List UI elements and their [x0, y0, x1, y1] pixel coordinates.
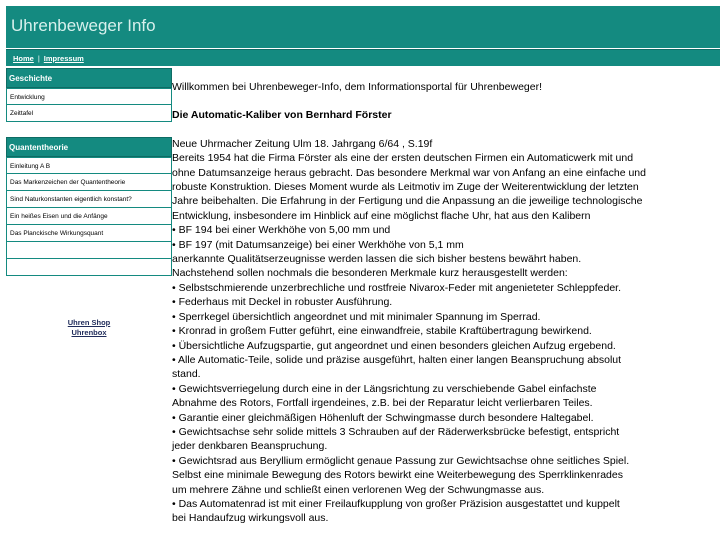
sidebar-section-geschichte: Geschichte: [6, 68, 172, 88]
article-body: [172, 137, 720, 526]
sidebar-empty-item: [6, 259, 172, 276]
article-line: Bereits 1954 hat die Firma Förster als eine der ersten deutschen Firmen ein Automaticwerk mit und: [172, 152, 634, 165]
article-line: Selbst eine minimale Bewegung des Rotors bewirkt eine Weiterbewegung des Sperrklinkenrades: [172, 469, 623, 482]
sidebar-item-heisses-eisen[interactable]: Ein heißes Eisen und die Anfänge: [6, 208, 172, 225]
article-line: • Gewichtsrad aus Beryllium ermöglicht genaue Passung zur Gewichtsachse ohne seitliches Spiel.: [172, 454, 630, 467]
article-line: • Übersichtliche Aufzugspartie, gut angeordnet und einen besonders gleichen Aufzug ergebend.: [172, 339, 616, 352]
nav-home-link[interactable]: Home: [13, 54, 34, 63]
sidebar-item-naturkonstanten[interactable]: Sind Naturkonstanten eigentlich konstant?: [6, 191, 172, 208]
main-content: [172, 80, 720, 526]
article-line: • BF 197 (mit Datumsanzeige) bei einer Werkhöhe von 5,1 mm: [172, 238, 464, 251]
sidebar-item-einleitung[interactable]: Einleitung A B: [6, 157, 172, 174]
top-nav-bar: [6, 49, 720, 66]
article-line: Entwicklung, insbesondere im Hinblick auf eine möglichst flache Uhr, hat aus den Kalibern: [172, 209, 591, 222]
sidebar-section-quantentheorie: Quantentheorie: [6, 137, 172, 157]
article-line: Jahre beibehalten. Die Erfahrung in der Fertigung und die Anpassung an die jeweilige technologische: [172, 195, 643, 208]
sidebar: [6, 68, 172, 276]
nav-separator: |: [37, 54, 40, 63]
article-line: • Gewichtsachse sehr solide mittels 3 Schrauben auf der Räderwerksbrücke befestigt, entspricht: [172, 425, 620, 438]
site-title: Uhrenbeweger Info: [11, 16, 156, 35]
article-line: • Sperrkegel übersichtlich angeordnet und mit minimaler Spannung im Sperrad.: [172, 310, 541, 323]
article-line: Nachstehend sollen nochmals die besonderen Merkmale kurz herausgestellt werden:: [172, 267, 568, 280]
sidebar-item-markenzeichen[interactable]: Das Markenzeichen der Quantentheorie: [6, 174, 172, 191]
welcome-text: Willkommen bei Uhrenbeweger-Info, dem Informationsportal für Uhrenbeweger!: [172, 81, 543, 93]
article-heading: Die Automatic-Kaliber von Bernhard Förster: [172, 109, 392, 122]
article-line: um mehrere Zähne und schließt einen verlorenen Weg der Schwungmasse aus.: [172, 483, 545, 496]
article-line: Neue Uhrmacher Zeitung Ulm 18. Jahrgang 6/64 , S.19f: [172, 137, 433, 150]
article-line: • Alle Automatic-Teile, solide und präzise ausgeführt, halten einer langen Beanspruchung absolut: [172, 353, 622, 366]
sidebar-empty-item: [6, 242, 172, 259]
article-line: robuste Konstruktion. Dieses Moment wurde als Leitmotiv im Zuge der Weiterentwicklung der letzten: [172, 181, 639, 194]
uhren-shop-link[interactable]: Uhren Shop: [67, 318, 111, 327]
sidebar-spacer: [6, 122, 172, 137]
article-line: • Garantie einer gleichmäßigen Höhenluft der Schwingmasse durch besondere Haltegabel.: [172, 411, 594, 424]
article-line: anerkannte Qualitätserzeugnisse werden lassen die sich bisher bestens bewährt haben.: [172, 253, 582, 266]
uhrenbox-link[interactable]: Uhrenbox: [71, 328, 107, 337]
sidebar-item-zeittafel[interactable]: Zeittafel: [6, 105, 172, 122]
article-line: • Selbstschmierende unzerbrechliche und rostfreie Nivarox-Feder mit angenieteter Schleppfeder.: [172, 281, 621, 294]
site-header: [6, 6, 720, 48]
nav-impressum-link[interactable]: Impressum: [43, 54, 84, 63]
article-line: • Kronrad in großem Futter geführt, eine einwandfreie, stabile Kraftübertragung bewirkend.: [172, 325, 592, 338]
article-line: jeder denkbaren Beanspruchung.: [172, 440, 328, 453]
sidebar-bottom-links: [6, 318, 172, 338]
article-line: • Das Automatenrad ist mit einer Freilaufkupplung von großer Präzision ausgestattet und kuppelt: [172, 497, 620, 510]
article-line: bei Handaufzug wirkungsvoll aus.: [172, 512, 329, 525]
article-line: • Federhaus mit Deckel in robuster Ausführung.: [172, 296, 393, 309]
sidebar-item-wirkungsquant[interactable]: Das Planckische Wirkungsquant: [6, 225, 172, 242]
article-line: stand.: [172, 368, 201, 381]
article-line: Abnahme des Rotors, Fortfall irgendeines, z.B. bei der Reparatur leicht verlierbaren Teiles.: [172, 397, 593, 410]
sidebar-item-entwicklung[interactable]: Entwicklung: [6, 88, 172, 105]
article-line: • BF 194 bei einer Werkhöhe von 5,00 mm und: [172, 224, 391, 237]
article-line: ohne Datumsanzeige heraus gebracht. Das besondere Merkmal war von Anfang an eine einfache und: [172, 166, 646, 179]
article-line: • Gewichtsverriegelung durch eine in der Längsrichtung zu verschiebende Gabel einfachste: [172, 382, 597, 395]
